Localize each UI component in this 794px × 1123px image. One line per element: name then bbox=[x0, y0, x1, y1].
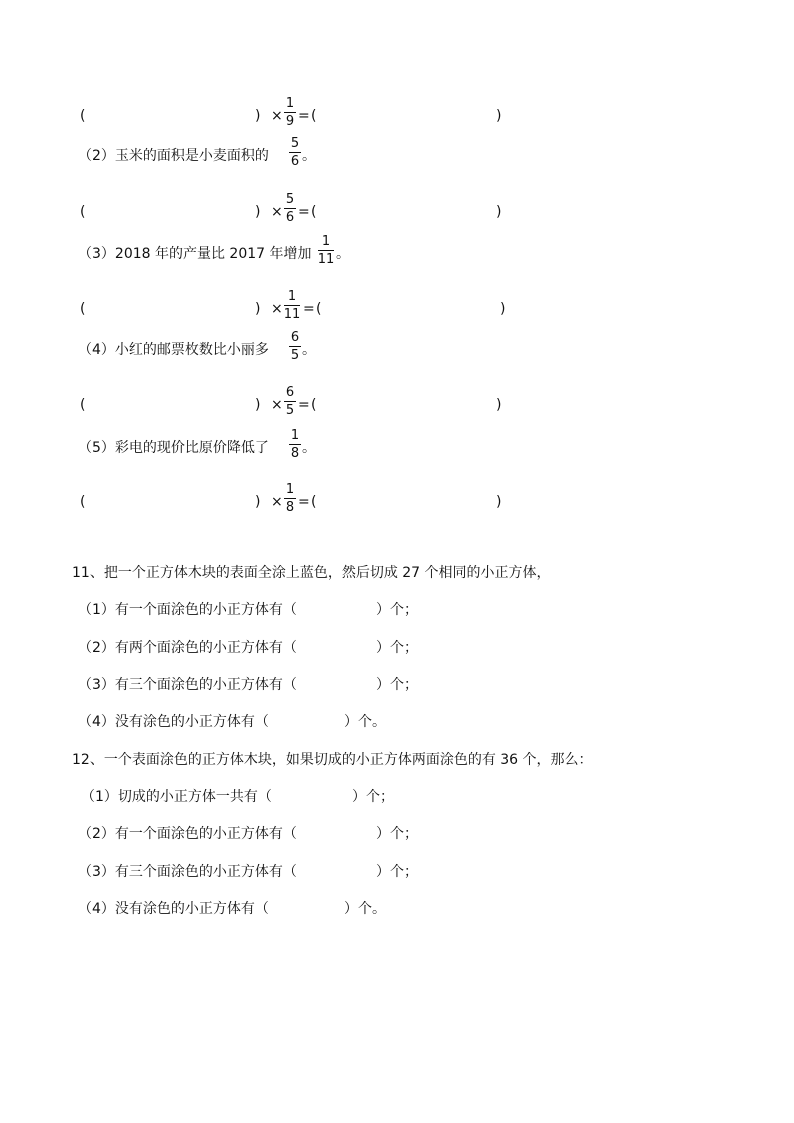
item-close: ）个。 bbox=[344, 901, 386, 917]
fraction-numerator: 1 bbox=[321, 234, 331, 249]
fraction-numerator: 6 bbox=[285, 385, 295, 400]
fraction-numerator: 6 bbox=[290, 330, 300, 345]
question-text: 11、把一个正方体木块的表面全涂上蓝色，然后切成 27 个相同的小正方体， bbox=[72, 565, 551, 581]
item-close: ）个； bbox=[376, 640, 418, 656]
close-paren: ) bbox=[255, 108, 261, 124]
statement-end: 。 bbox=[302, 148, 316, 164]
open-paren: ( bbox=[80, 204, 86, 220]
item-close: ）个； bbox=[376, 677, 418, 693]
open-paren: ( bbox=[316, 301, 322, 317]
item-label: （1）有一个面涂色的小正方体有（ bbox=[78, 602, 297, 618]
close-paren: ) bbox=[496, 397, 502, 413]
fraction bbox=[283, 288, 301, 323]
fraction-denominator: 5 bbox=[290, 348, 300, 363]
close-paren: ) bbox=[496, 204, 502, 220]
fraction-denominator: 8 bbox=[285, 500, 295, 515]
fraction bbox=[288, 135, 302, 170]
close-paren: ) bbox=[496, 494, 502, 510]
fraction bbox=[283, 384, 297, 419]
statement-text: （4）小红的邮票枚数比小丽多 bbox=[78, 342, 269, 358]
statement-text: （2）玉米的面积是小麦面积的 bbox=[78, 148, 269, 164]
fraction bbox=[317, 233, 335, 268]
fraction bbox=[283, 481, 297, 516]
fraction bbox=[283, 191, 297, 226]
item-close: ）个； bbox=[376, 602, 418, 618]
equals-sign: = bbox=[298, 397, 310, 413]
open-paren: ( bbox=[311, 494, 317, 510]
statement-text: （3）2018 年的产量比 2017 年增加 bbox=[78, 246, 312, 262]
item-label: （3）有三个面涂色的小正方体有（ bbox=[78, 864, 297, 880]
item-close: ）个。 bbox=[344, 714, 386, 730]
open-paren: ( bbox=[311, 108, 317, 124]
item-label: （4）没有涂色的小正方体有（ bbox=[78, 901, 269, 917]
statement-end: 。 bbox=[302, 342, 316, 358]
fraction-denominator: 9 bbox=[285, 114, 295, 129]
open-paren: ( bbox=[311, 397, 317, 413]
item-close: ）个； bbox=[352, 789, 394, 805]
fraction bbox=[283, 95, 297, 130]
close-paren: ) bbox=[255, 397, 261, 413]
statement-text: （5）彩电的现价比原价降低了 bbox=[78, 440, 269, 456]
item-label: （2）有一个面涂色的小正方体有（ bbox=[78, 826, 297, 842]
open-paren: ( bbox=[80, 494, 86, 510]
times-sign: × bbox=[271, 108, 283, 124]
close-paren: ) bbox=[255, 494, 261, 510]
fraction bbox=[288, 329, 302, 364]
fraction-numerator: 1 bbox=[285, 482, 295, 497]
times-sign: × bbox=[271, 301, 283, 317]
close-paren: ) bbox=[500, 301, 506, 317]
item-label: （2）有两个面涂色的小正方体有（ bbox=[78, 640, 297, 656]
fraction-denominator: 6 bbox=[290, 154, 300, 169]
item-label: （1）切成的小正方体一共有（ bbox=[81, 789, 272, 805]
times-sign: × bbox=[271, 494, 283, 510]
equals-sign: = bbox=[298, 108, 310, 124]
close-paren: ) bbox=[496, 108, 502, 124]
open-paren: ( bbox=[80, 108, 86, 124]
open-paren: ( bbox=[311, 204, 317, 220]
statement-end: 。 bbox=[302, 440, 316, 456]
fraction-denominator: 11 bbox=[317, 252, 335, 267]
fraction-numerator: 1 bbox=[287, 289, 297, 304]
fraction-denominator: 5 bbox=[285, 403, 295, 418]
equals-sign: = bbox=[298, 494, 310, 510]
fraction-denominator: 8 bbox=[290, 446, 300, 461]
item-close: ）个； bbox=[376, 864, 418, 880]
fraction-numerator: 1 bbox=[285, 96, 295, 111]
fraction-numerator: 5 bbox=[285, 192, 295, 207]
fraction bbox=[288, 427, 302, 462]
times-sign: × bbox=[271, 397, 283, 413]
equals-sign: = bbox=[303, 301, 315, 317]
open-paren: ( bbox=[80, 301, 86, 317]
fraction-denominator: 11 bbox=[283, 307, 301, 322]
fraction-denominator: 6 bbox=[285, 210, 295, 225]
fraction-numerator: 5 bbox=[290, 136, 300, 151]
item-label: （3）有三个面涂色的小正方体有（ bbox=[78, 677, 297, 693]
times-sign: × bbox=[271, 204, 283, 220]
statement-end: 。 bbox=[336, 246, 350, 262]
close-paren: ) bbox=[255, 204, 261, 220]
fraction-numerator: 1 bbox=[290, 428, 300, 443]
open-paren: ( bbox=[80, 397, 86, 413]
equals-sign: = bbox=[298, 204, 310, 220]
item-close: ）个； bbox=[376, 826, 418, 842]
close-paren: ) bbox=[255, 301, 261, 317]
question-text: 12、一个表面涂色的正方体木块，如果切成的小正方体两面涂色的有 36 个，那么： bbox=[72, 752, 593, 768]
item-label: （4）没有涂色的小正方体有（ bbox=[78, 714, 269, 730]
